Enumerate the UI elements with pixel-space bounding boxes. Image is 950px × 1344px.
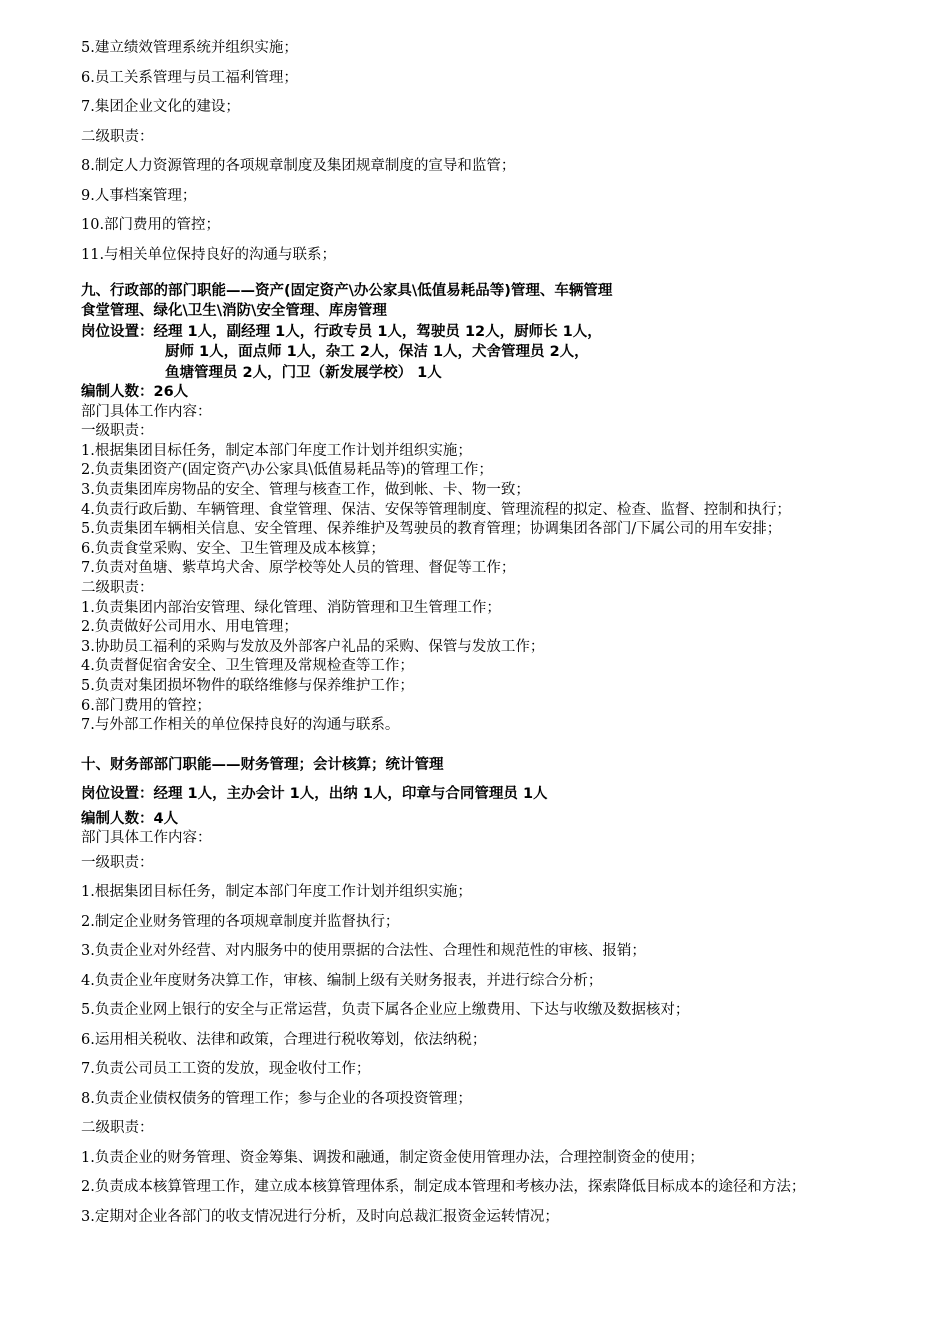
admin-level1-duty: 2.负责集团资产(固定资产\办公家具\低值易耗品等)的管理工作； (81, 462, 493, 479)
hr-section-continuation (81, 34, 881, 270)
finance-level1-duty: 7.负责公司员工工资的发放，现金收付工作； (81, 1061, 371, 1078)
finance-level1-duty: 3.负责企业对外经营、对内服务中的使用票据的合法性、合理性和规范性的审核、报销； (81, 943, 646, 960)
finance-level1-duty: 6.运用相关税收、法律和政策，合理进行税收筹划，依法纳税； (81, 1031, 487, 1048)
admin-level2-duty: 6.部门费用的管控； (81, 697, 211, 714)
level2-title: 二级职责： (81, 1120, 154, 1137)
post-settings-continued: 厨师 1人，面点师 1人，杂工 2人，保洁 1人，犬舍管理员 2人， (165, 344, 589, 361)
level1-title: 一级职责： (81, 854, 154, 871)
admin-level2-duty: 3.协助员工福利的采购与发放及外部客户礼品的采购、保管与发放工作； (81, 638, 545, 655)
admin-level1-duty: 7.负责对鱼塘、紫草坞犬舍、原学校等处人员的管理、督促等工作； (81, 560, 516, 577)
finance-level2-duty: 3.定期对企业各部门的收支情况进行分析，及时向总裁汇报资金运转情况； (81, 1208, 559, 1225)
headcount: 编制人数：26人 (81, 384, 189, 401)
hr-duty-7: 7.集团企业文化的建设； (81, 99, 240, 115)
hr-duty-10: 10.部门费用的管控； (81, 217, 221, 233)
admin-level2-duty: 7.与外部工作相关的单位保持良好的沟通与联系。 (81, 717, 400, 734)
post-settings: 岗位设置：经理 1人，主办会计 1人，出纳 1人，印章与合同管理员 1人 (81, 786, 548, 803)
section-heading: 九、行政部的部门职能——资产(固定资产\办公家具\低值易耗品等)管理、车辆管理 (81, 283, 613, 299)
finance-level1-duty: 1.根据集团目标任务，制定本部门年度工作计划并组织实施； (81, 884, 472, 901)
hr-duty-8: 8.制定人力资源管理的各项规章制度及集团规章制度的宣导和监管； (81, 158, 516, 174)
admin-level1-duty: 3.负责集团库房物品的安全、管理与核查工作，做到帐、卡、物一致； (81, 482, 530, 498)
work-content-title: 部门具体工作内容： (81, 403, 212, 420)
level1-title: 一级职责： (81, 423, 154, 440)
admin-level2-duty: 1.负责集团内部治安管理、绿化管理、消防管理和卫生管理工作； (81, 599, 501, 616)
finance-level1-duty: 5.负责企业网上银行的安全与正常运营，负责下属各企业应上缴费用、下达与收缴及数据核对； (81, 1002, 690, 1019)
finance-level1-duty: 8.负责企业债权债务的管理工作；参与企业的各项投资管理； (81, 1090, 472, 1107)
admin-section (81, 281, 881, 736)
admin-level1-duty: 1.根据集团目标任务，制定本部门年度工作计划并组织实施； (81, 442, 472, 459)
hr-duty-9: 9.人事档案管理； (81, 187, 197, 204)
admin-level2-duty: 4.负责督促宿舍安全、卫生管理及常规检查等工作； (81, 658, 414, 675)
finance-level1-duty: 4.负责企业年度财务决算工作，审核、编制上级有关财务报表，并进行综合分析； (81, 972, 603, 989)
admin-level2-duty: 5.负责对集团损坏物件的联络维修与保养维护工作； (81, 677, 414, 694)
finance-level2-duty: 2.负责成本核算管理工作，建立成本核算管理体系，制定成本管理和考核办法，探索降低目标成本的途径和方法； (81, 1179, 806, 1196)
spacer (81, 270, 881, 281)
level2-title: 二级职责： (81, 579, 154, 596)
section-heading: 十、财务部部门职能——财务管理；会计核算；统计管理 (81, 756, 444, 773)
post-settings: 岗位设置：经理 1人，副经理 1人，行政专员 1人，驾驶员 12人，厨师长 1人， (81, 323, 602, 340)
admin-level2-duty: 2.负责做好公司用水、用电管理； (81, 619, 298, 636)
post-settings-continued: 鱼塘管理员 2人，门卫（新发展学校） 1人 (165, 364, 442, 381)
admin-level1-duty: 4.负责行政后勤、车辆管理、食堂管理、保洁、安保等管理制度、管理流程的拟定、检查、监督、控制和执行； (81, 501, 791, 518)
document-page (81, 34, 881, 1232)
finance-level2-duty: 1.负责企业的财务管理、资金筹集、调拨和融通，制定资金使用管理办法，合理控制资金的使用； (81, 1149, 704, 1166)
work-content-title: 部门具体工作内容： (81, 830, 212, 847)
hr-duty-5: 5.建立绩效管理系统并组织实施； (81, 40, 298, 56)
hr-duty-6: 6.员工关系管理与员工福利管理； (81, 69, 298, 86)
admin-level1-duty: 6.负责食堂采购、安全、卫生管理及成本核算； (81, 540, 385, 557)
hr-duty-11: 11.与相关单位保持良好的沟通与联系； (81, 246, 337, 263)
headcount: 编制人数：4人 (81, 810, 179, 827)
spacer (81, 736, 881, 751)
hr-level2-title: 二级职责： (81, 128, 154, 145)
finance-level1-duty: 2.制定企业财务管理的各项规章制度并监督执行； (81, 913, 400, 930)
section-heading-continued: 食堂管理、绿化\卫生\消防\安全管理、库房管理 (81, 303, 387, 320)
admin-level1-duty: 5.负责集团车辆相关信息、安全管理、保养维护及驾驶员的教育管理；协调集团各部门/下属公司的用车安排； (81, 521, 782, 538)
finance-section (81, 751, 881, 1233)
